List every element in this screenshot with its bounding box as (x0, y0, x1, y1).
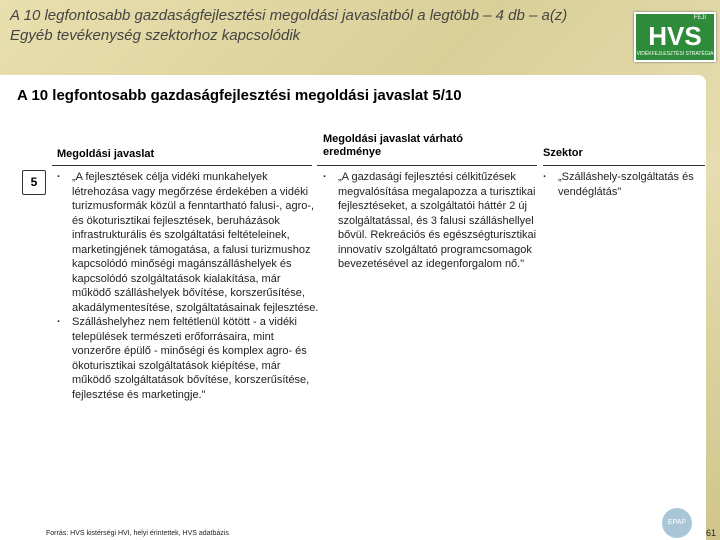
sector-list (543, 170, 703, 199)
column-header-sector: Szektor (543, 147, 583, 159)
proposal-item: · „A fejlesztések célja vidéki munkahelyek létrehozása vagy megőrzése érdekében a vidéki turizmusformák közül a fenntartható falusi-, agro-, és ökoturisztikai fejlesztések, beruházások infrastrukturális és szolgáltatási feltételeinek, marketingjének támogatása, a falusi turizmushoz kapcsolódó minőségi magánszálláshelyek és kapcsolódó szolgáltatások kialakítása, már működő szálláshelyek bővítése, korszerűsítése, akadálymentesítése, szolgáltatásainak fejlesztése. (57, 170, 319, 315)
content-panel (0, 75, 706, 540)
divider (543, 165, 705, 166)
column-header-result: Megoldási javaslat várható eredménye (323, 133, 463, 158)
divider (317, 165, 537, 166)
proposal-item: · Szálláshelyhez nem feltétlenül kötött - a vidéki települések természeti erőforrásaira, mint vonzerőre épülő - minőségi és komplex agro- és ökoturisztikai szolgáltatások kiépítése, már működő szolgáltatások bővítése, korszerűsítése, fejlesztése és marketingje." (57, 315, 319, 402)
logo-top-text: FEJI (693, 15, 706, 21)
panel-title: A 10 legfontosabb gazdaságfejlesztési megoldási javaslat 5/10 (17, 87, 462, 104)
sector-item: · „Szálláshely-szolgáltatás és vendéglátás" (543, 170, 703, 199)
column-header-proposal: Megoldási javaslat (57, 148, 155, 160)
row-number: 5 (22, 170, 46, 195)
hvs-logo (634, 12, 716, 62)
source-note: Forrás: HVS kistérségi HVI, helyi érintettek, HVS adatbázis (46, 530, 229, 537)
page-number: 61 (706, 528, 717, 538)
slide-header-title: A 10 legfontosabb gazdaságfejlesztési megoldási javaslatból a legtöbb – 4 db – a(z) Egyéb tevékenység szektorhoz kapcsolódik (10, 7, 568, 44)
divider (52, 165, 312, 166)
epap-logo: EPAP (662, 508, 692, 538)
proposal-list (57, 170, 319, 402)
result-list (323, 170, 538, 272)
result-item: · „A gazdasági fejlesztési célkitűzések megvalósítása megalapozza a turisztikai fejlesztéseket, a szolgáltatói háttér 2 új szolgáltatással, és 3 falusi szálláshellyel bővül. Rekreációs és egészségturisztikai innovatív szolgáltató programcsomagok bevezetésével az idegenforgalom nő." (323, 170, 538, 272)
logo-main-text: HVS (648, 21, 702, 51)
logo-sub-text: VIDÉKFEJLESZTÉSI STRATÉGIA (636, 51, 714, 57)
